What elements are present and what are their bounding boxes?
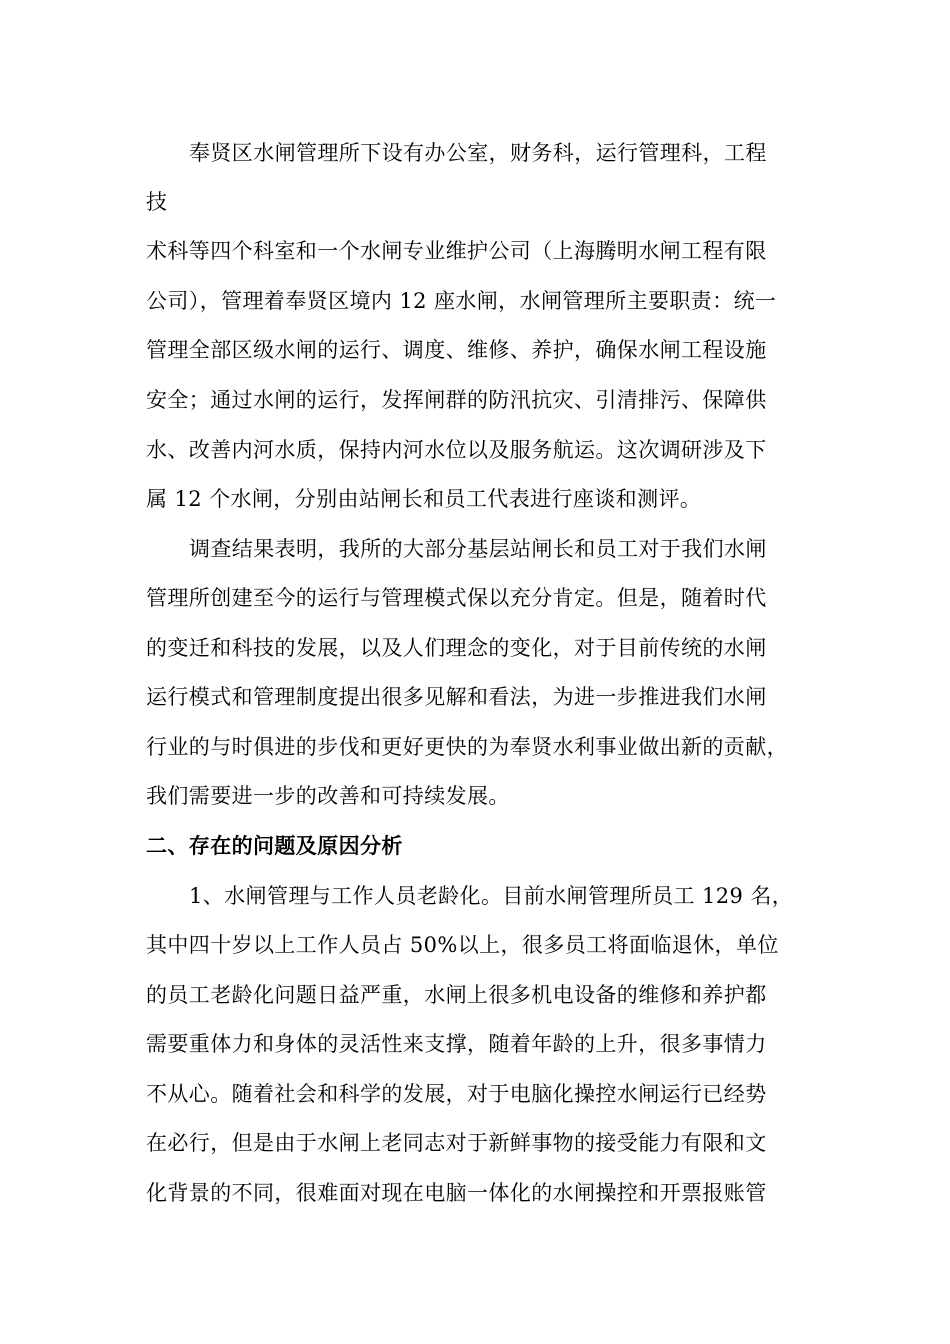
paragraph-3-line-7: 化背景的不同，很难面对现在电脑一体化的水闸操控和开票报账管 [146,1181,767,1205]
paragraph-1-line-3: 术科等四个科室和一个水闸专业维护公司（上海腾明水闸工程有限 [146,239,767,263]
paragraph-1-line-4: 公司），管理着奉贤区境内 12 座水闸，水闸管理所主要职责：统一 [146,289,777,313]
paragraph-2-line-1: 调查结果表明，我所的大部分基层站闸长和员工对于我们水闸 [189,537,767,561]
paragraph-1-line-2: 技 [146,190,168,214]
paragraph-3-line-5: 不从心。随着社会和科学的发展，对于电脑化操控水闸运行已经势 [146,1082,767,1106]
paragraph-1-line-5: 管理全部区级水闸的运行、调度、维修、养护，确保水闸工程设施 [146,338,767,362]
section-heading: 二、存在的问题及原因分析 [146,834,403,858]
paragraph-2-line-6: 我们需要进一步的改善和可持续发展。 [146,784,510,808]
paragraph-3-line-4: 需要重体力和身体的灵活性来支撑，随着年龄的上升，很多事情力 [146,1032,767,1056]
paragraph-1-line-7: 水、改善内河水质，保持内河水位以及服务航运。这次调研涉及下 [146,438,767,462]
paragraph-2-line-3: 的变迁和科技的发展，以及人们理念的变化，对于目前传统的水闸 [146,636,767,660]
paragraph-1-line-6: 安全；通过水闸的运行，发挥闸群的防汛抗灾、引清排污、保障供 [146,388,767,412]
paragraph-3-line-2: 其中四十岁以上工作人员占 50%以上，很多员工将面临退休，单位 [146,933,779,957]
paragraph-3-line-1: 1、水闸管理与工作人员老龄化。目前水闸管理所员工 129 名， [189,884,794,908]
paragraph-2-line-2: 管理所创建至今的运行与管理模式保以充分肯定。但是，随着时代 [146,586,767,610]
paragraph-3-line-3: 的员工老龄化问题日益严重，水闸上很多机电设备的维修和养护都 [146,983,767,1007]
paragraph-2-line-4: 运行模式和管理制度提出很多见解和看法，为进一步推进我们水闸 [146,685,767,709]
paragraph-3-line-6: 在必行，但是由于水闸上老同志对于新鲜事物的接受能力有限和文 [146,1131,767,1155]
paragraph-1-line-8: 属 12 个水闸，分别由站闸长和员工代表进行座谈和测评。 [146,487,702,511]
paragraph-1-line-1: 奉贤区水闸管理所下设有办公室，财务科，运行管理科，工程 [189,141,767,165]
paragraph-2-line-5: 行业的与时俱进的步伐和更好更快的为奉贤水利事业做出新的贡献， [146,735,788,759]
